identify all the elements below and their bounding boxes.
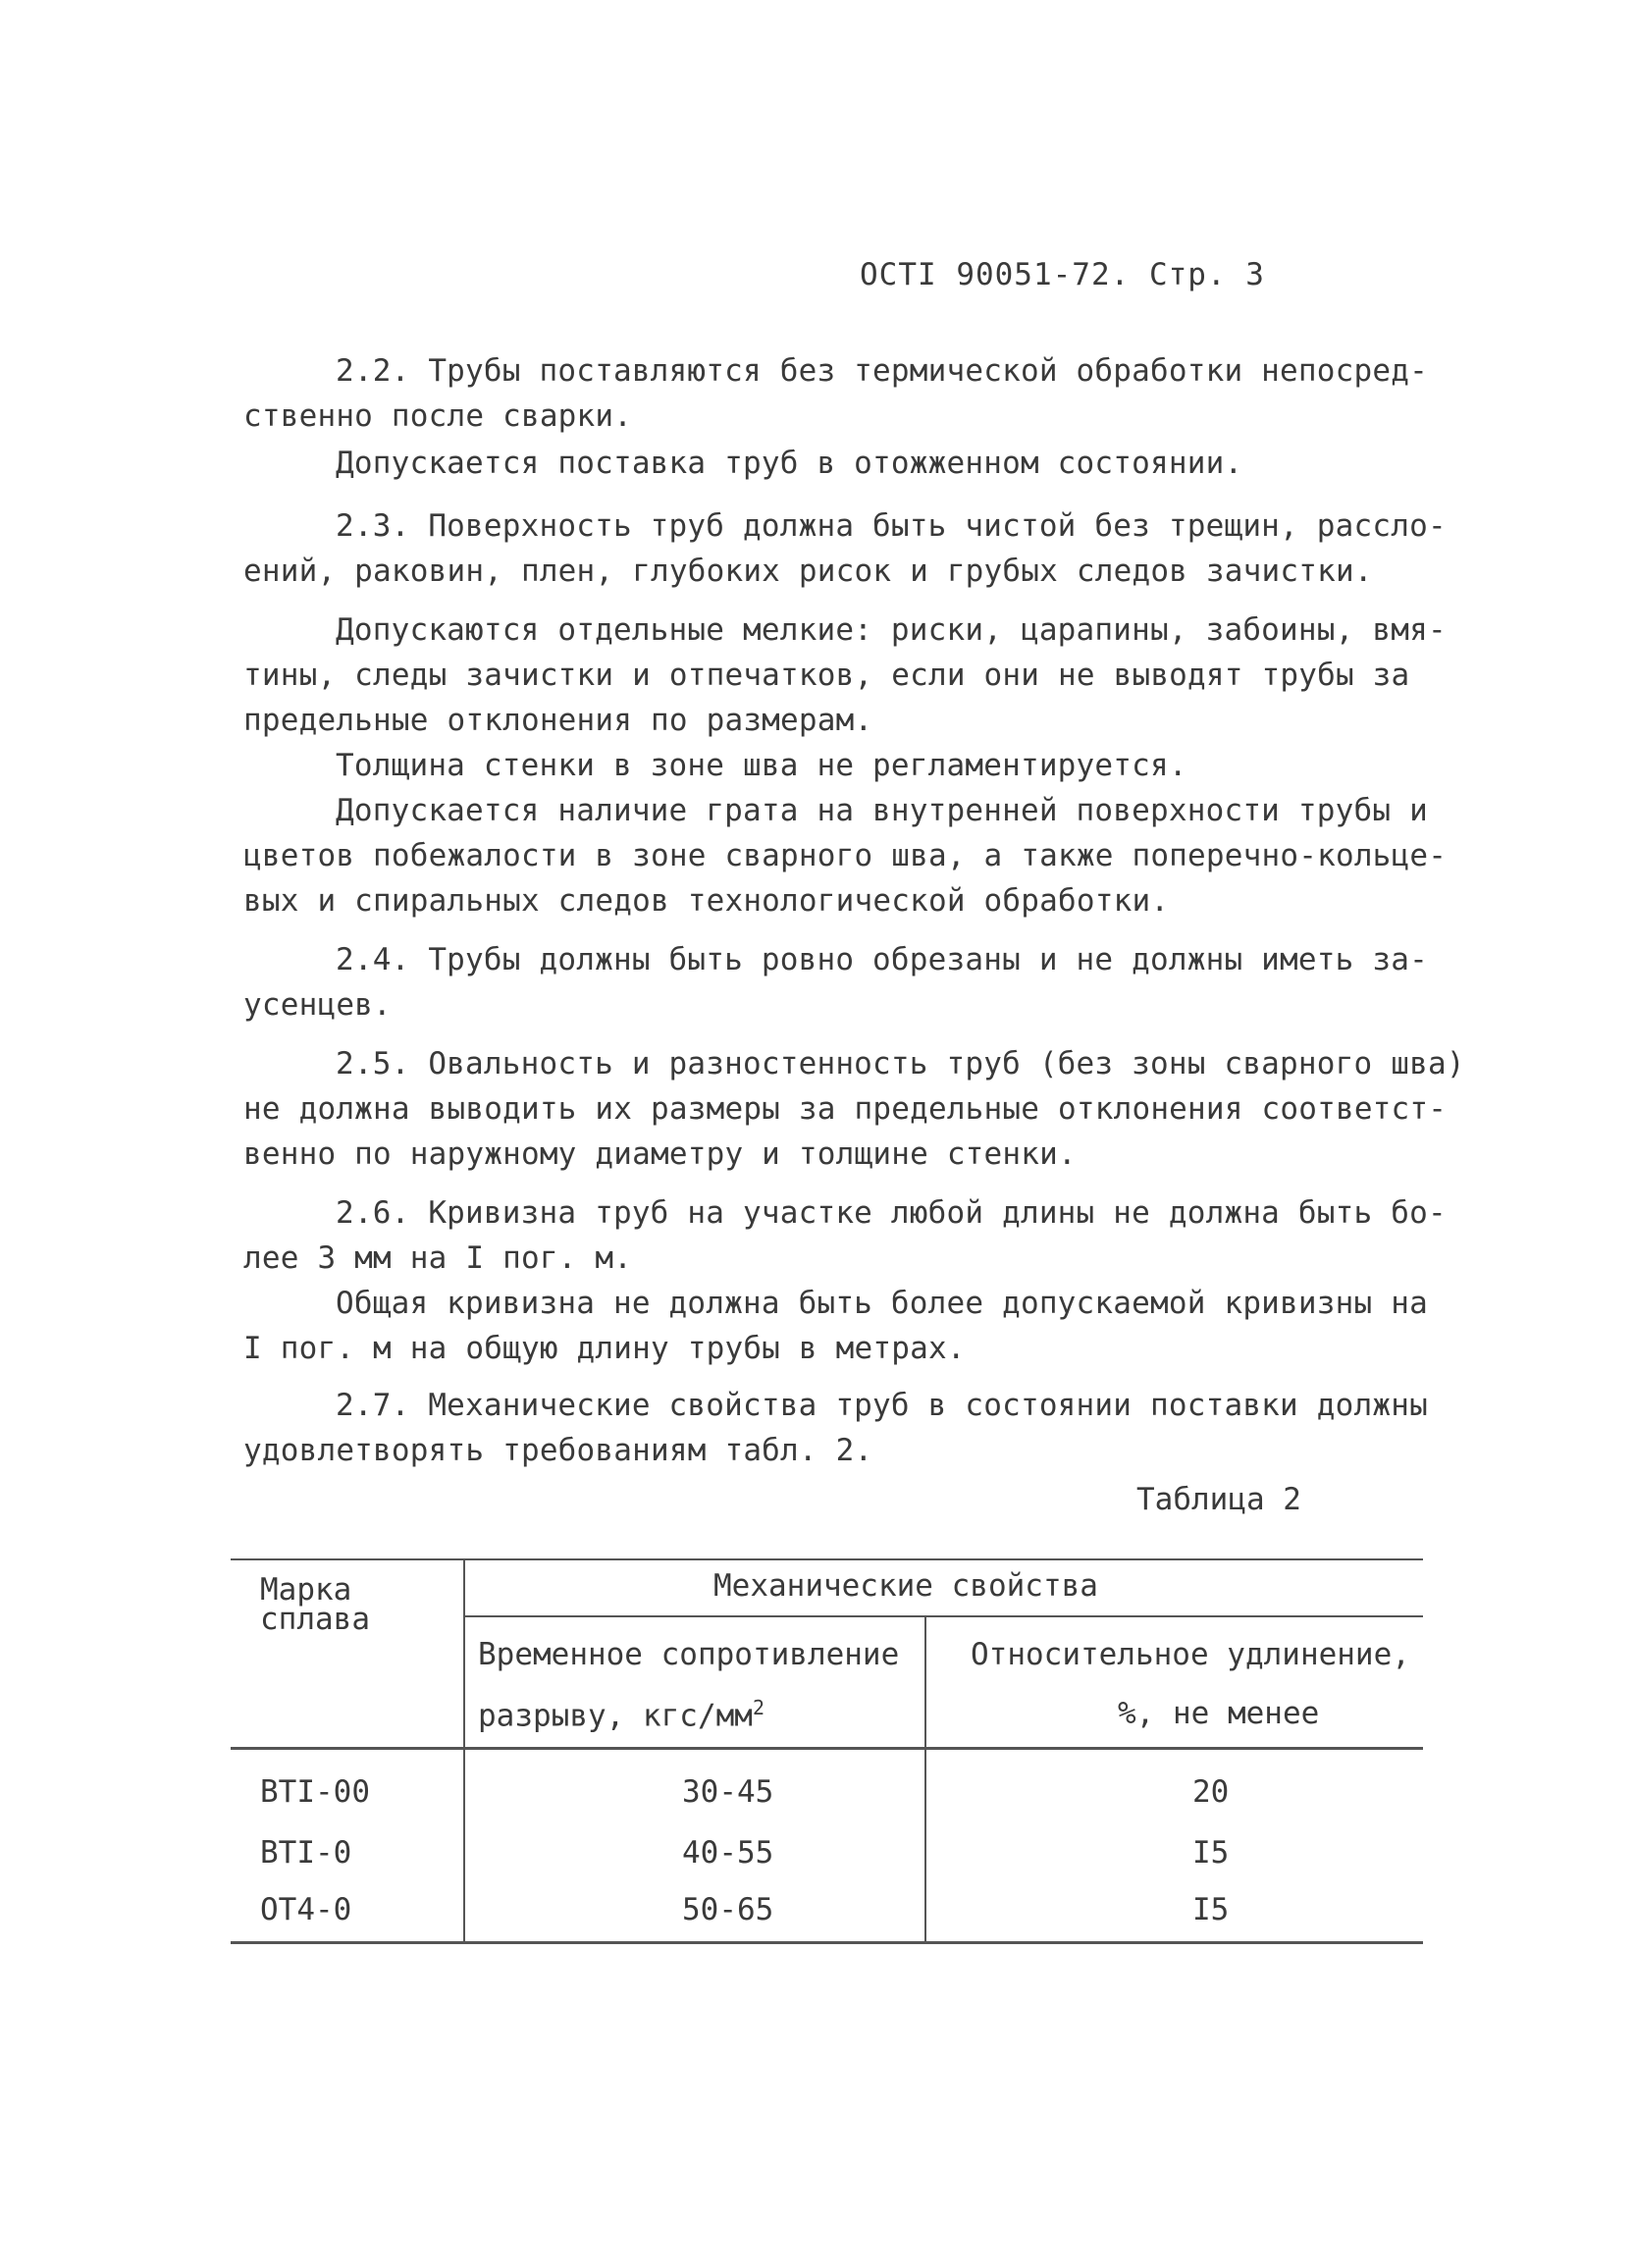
table-caption: Таблица 2 [1136, 1482, 1301, 1517]
table-cell-alloy: ОТ4-0 [260, 1892, 352, 1927]
strength-header [478, 1696, 764, 1733]
paragraph-line: усенцев. [243, 987, 392, 1023]
strength-header: Временное сопротивление [478, 1637, 900, 1672]
alloy-header: сплава [260, 1602, 370, 1637]
paragraph-line: 2.6. Кривизна труб на участке любой длины не должна быть бо- [336, 1195, 1447, 1231]
paragraph-line: 2.3. Поверхность труб должна быть чистой без трещин, рассло- [336, 508, 1447, 544]
header-bottom-rule [231, 1747, 1423, 1750]
paragraph-line: тины, следы зачистки и отпечатков, если они не выводят трубы за [243, 658, 1410, 693]
paragraph-line: Общая кривизна не должна быть более допускаемой кривизны на [336, 1286, 1428, 1321]
column-divider [924, 1615, 926, 1943]
table-cell-strength: 40-55 [682, 1835, 774, 1871]
paragraph-line: цветов побежалости в зоне сварного шва, а также поперечно-кольце- [243, 838, 1448, 873]
paragraph-line: не должна выводить их размеры за предельные отклонения соответст- [243, 1091, 1448, 1127]
paragraph-line: Допускается поставка труб в отожженном состоянии. [336, 446, 1243, 481]
table-cell-elongation: I5 [1192, 1892, 1230, 1927]
table-cell-elongation: 20 [1192, 1774, 1230, 1810]
strength-header-unit: разрыву, кгс/мм [478, 1698, 753, 1734]
elongation-header: %, не менее [1118, 1696, 1320, 1731]
table-cell-strength: 50-65 [682, 1892, 774, 1927]
group-header: Механические свойства [713, 1568, 1098, 1604]
paragraph-line: венно по наружному диаметру и толщине стенки. [243, 1136, 1077, 1172]
column-divider [463, 1558, 465, 1943]
table-cell-alloy: ВТI-0 [260, 1835, 352, 1871]
strength-header-sup: 2 [752, 1696, 765, 1719]
elongation-header: Относительное удлинение, [971, 1637, 1410, 1672]
paragraph-line: Толщина стенки в зоне шва не регламентируется. [336, 748, 1187, 783]
paragraph-line: 2.4. Трубы должны быть ровно обрезаны и не должны иметь за- [336, 942, 1428, 977]
paragraph-line: Допускаются отдельные мелкие: риски, царапины, забоины, вмя- [336, 612, 1447, 648]
table-cell-alloy: ВТI-00 [260, 1774, 370, 1810]
alloy-header: Марка [260, 1572, 352, 1608]
paragraph-line: вых и спиральных следов технологической обработки. [243, 883, 1170, 919]
paragraph-line: ственно после сварки. [243, 398, 633, 434]
group-header-rule [463, 1615, 1423, 1617]
paragraph-line: 2.2. Трубы поставляются без термической обработки непосред- [336, 353, 1428, 389]
paragraph-line: удовлетворять требованиям табл. 2. [243, 1433, 873, 1468]
paragraph-line: предельные отклонения по размерам. [243, 703, 873, 738]
table-cell-strength: 30-45 [682, 1774, 774, 1810]
paragraph-line: ений, раковин, плен, глубоких рисок и грубых следов зачистки. [243, 554, 1373, 589]
table-cell-elongation: I5 [1192, 1835, 1230, 1871]
table-bottom-rule [231, 1941, 1423, 1944]
paragraph-line: 2.5. Овальность и разностенность труб (без зоны сварного шва) [336, 1046, 1465, 1081]
paragraph-line: 2.7. Механические свойства труб в состоянии поставки должны [336, 1388, 1428, 1423]
properties-table [231, 1558, 1423, 1943]
paragraph-line: лее 3 мм на I пог. м. [243, 1240, 633, 1276]
paragraph-line: Допускается наличие грата на внутренней поверхности трубы и [336, 793, 1428, 828]
table-top-rule [231, 1558, 1423, 1560]
page-header: ОСТI 90051-72. Стр. 3 [860, 257, 1265, 292]
paragraph-line: I пог. м на общую длину трубы в метрах. [243, 1331, 966, 1366]
